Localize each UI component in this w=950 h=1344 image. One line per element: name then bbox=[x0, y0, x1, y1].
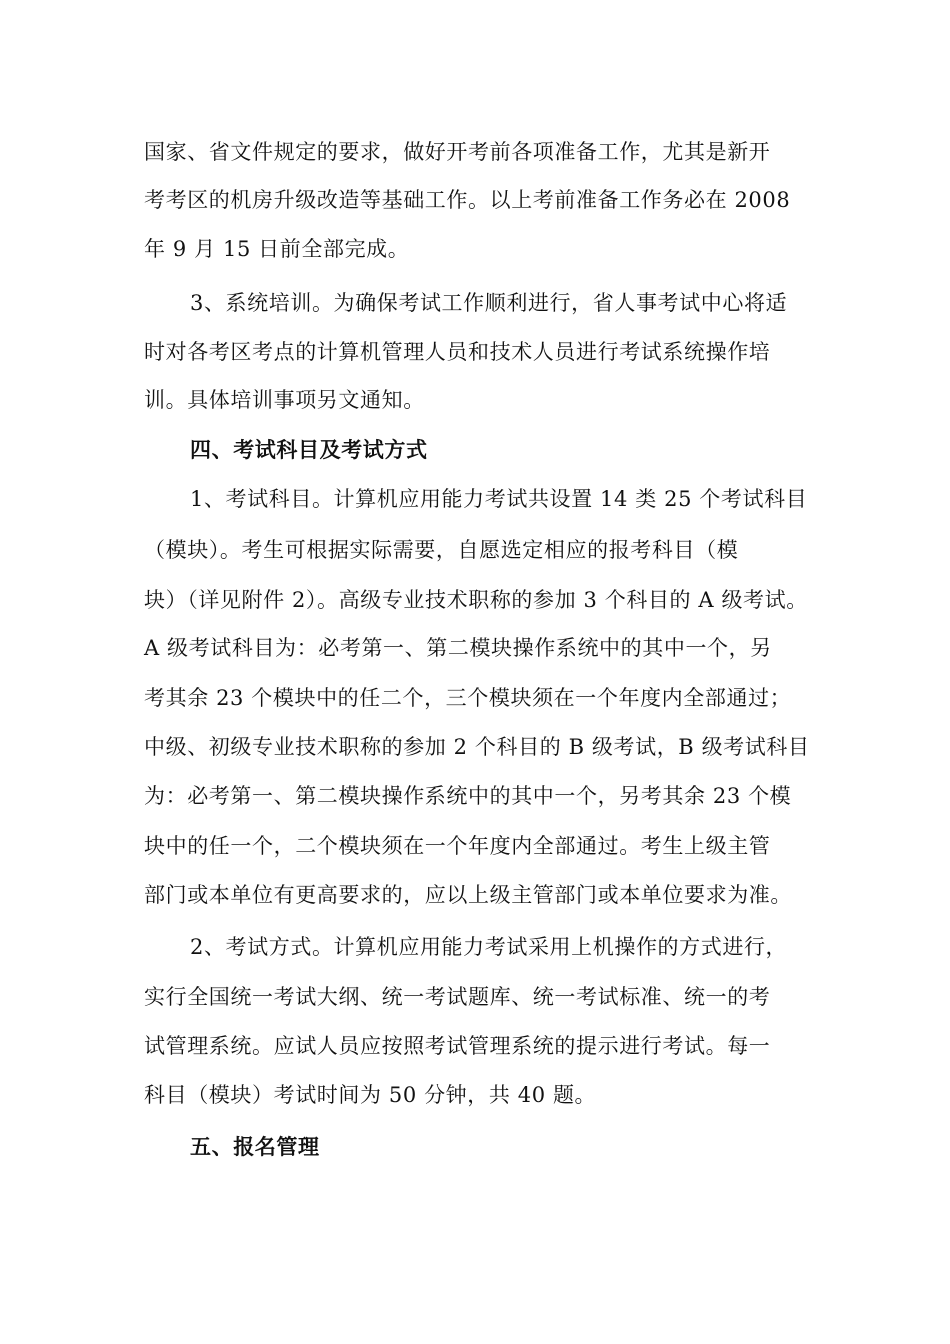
body-text-line: 为：必考第一、第二模块操作系统中的其中一个，另考其余 23 个模 bbox=[144, 784, 792, 808]
section-heading-4: 四、考试科目及考试方式 bbox=[190, 437, 428, 462]
body-text-line: 试管理系统。应试人员应按照考试管理系统的提示进行考试。每一 bbox=[144, 1034, 771, 1058]
body-text-line: 块中的任一个，二个模块须在一个年度内全部通过。考生上级主管 bbox=[144, 834, 771, 858]
body-text-line: 中级、初级专业技术职称的参加 2 个科目的 B 级考试，B 级考试科目 bbox=[144, 735, 810, 759]
body-text-line: 科目（模块）考试时间为 50 分钟，共 40 题。 bbox=[144, 1083, 597, 1107]
section-heading-5: 五、报名管理 bbox=[190, 1134, 320, 1159]
body-text-line: 块）（详见附件 2）。高级专业技术职称的参加 3 个科目的 A 级考试。 bbox=[144, 588, 808, 612]
body-text-line: 部门或本单位有更高要求的，应以上级主管部门或本单位要求为准。 bbox=[144, 883, 792, 907]
body-text-line: 考其余 23 个模块中的任二个，三个模块须在一个年度内全部通过； bbox=[144, 686, 792, 710]
paragraph-1-start: 1、考试科目。计算机应用能力考试共设置 14 类 25 个考试科目 bbox=[190, 487, 808, 511]
paragraph-2-start: 2、考试方式。计算机应用能力考试采用上机操作的方式进行， bbox=[190, 935, 788, 959]
body-text-line: 训。具体培训事项另文通知。 bbox=[144, 388, 425, 412]
body-text-line: （模块）。考生可根据实际需要，自愿选定相应的报考科目（模 bbox=[144, 538, 739, 562]
paragraph-3-start: 3、系统培训。为确保考试工作顺利进行，省人事考试中心将适 bbox=[190, 291, 788, 315]
body-text-line: 国家、省文件规定的要求，做好开考前各项准备工作，尤其是新开 bbox=[144, 140, 771, 164]
body-text-line: 考考区的机房升级改造等基础工作。以上考前准备工作务必在 2008 bbox=[144, 188, 791, 212]
body-text-line: A 级考试科目为：必考第一、第二模块操作系统中的其中一个，另 bbox=[144, 636, 772, 660]
body-text-line: 年 9 月 15 日前全部完成。 bbox=[144, 237, 410, 261]
body-text-line: 实行全国统一考试大纲、统一考试题库、统一考试标准、统一的考 bbox=[144, 985, 771, 1009]
body-text-line: 时对各考区考点的计算机管理人员和技术人员进行考试系统操作培 bbox=[144, 340, 771, 364]
